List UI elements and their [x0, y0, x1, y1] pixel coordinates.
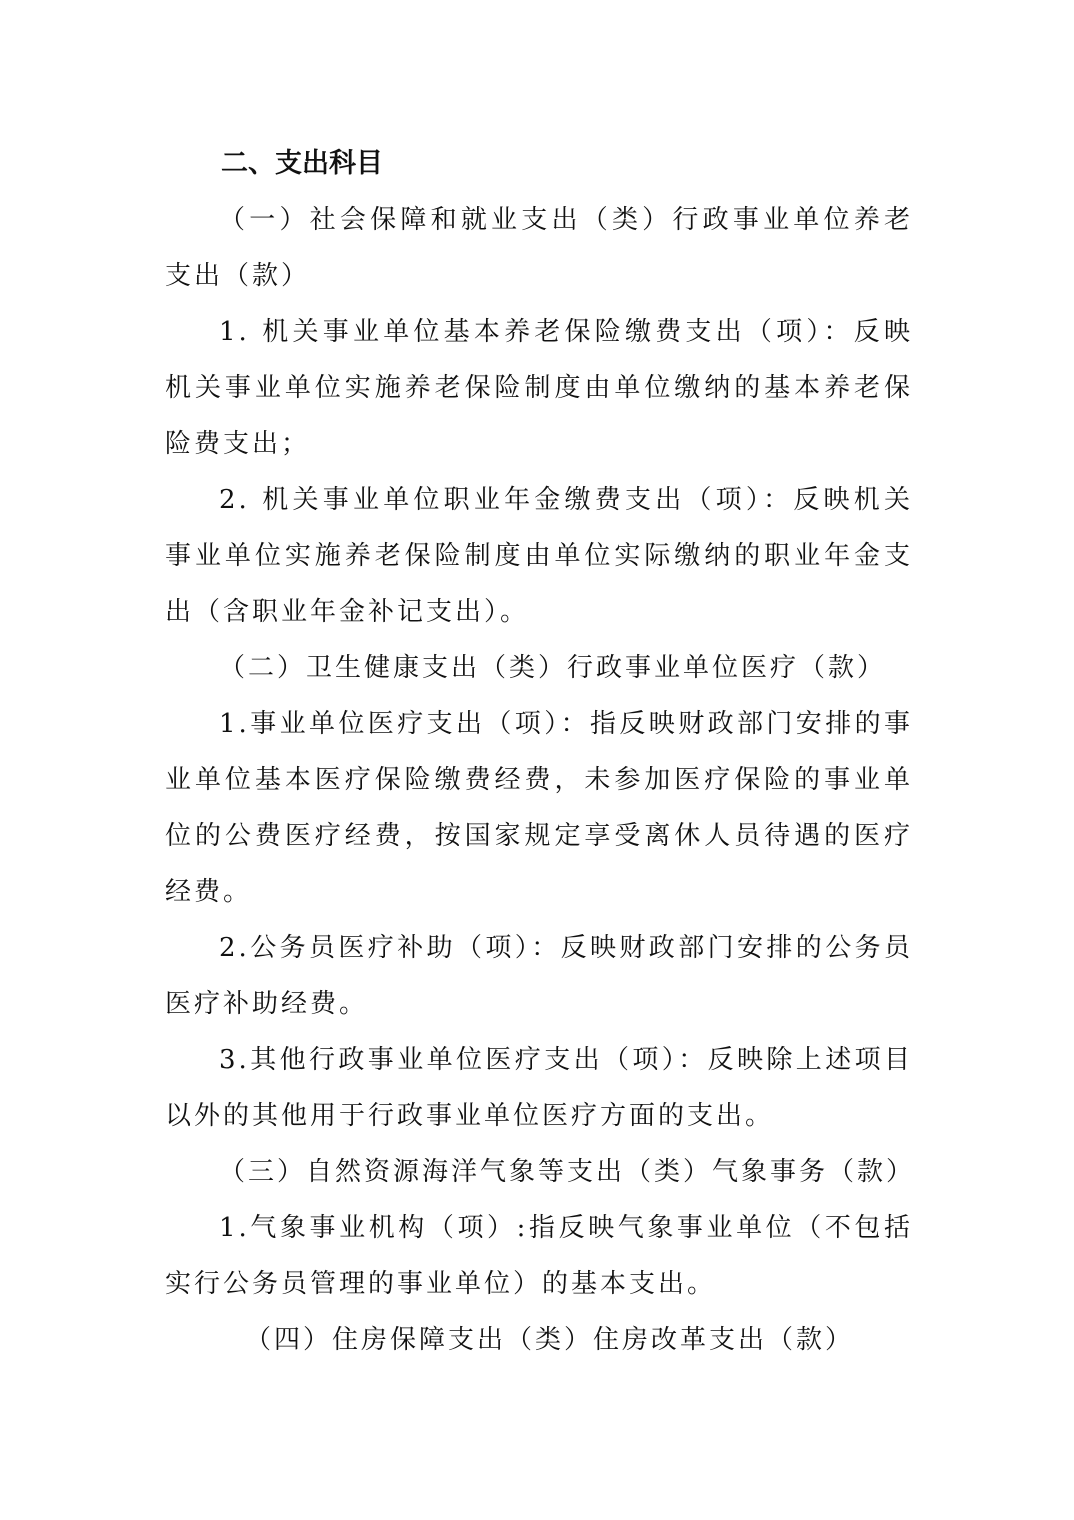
item-paragraph-3-1: 1.气象事业机构（项）:指反映气象事业单位（不包括实行公务员管理的事业单位）的基本支出。 — [165, 1213, 913, 1299]
section-heading: 二、支出科目 — [221, 148, 383, 179]
category-paragraph-2: （二）卫生健康支出（类）行政事业单位医疗（款） — [219, 653, 887, 683]
category-paragraph-1: （一）社会保障和就业支出（类）行政事业单位养老支出（款） — [165, 205, 913, 291]
item-paragraph-1-2: 2. 机关事业单位职业年金缴费支出（项）：反映机关事业单位实施养老保险制度由单位实际缴纳的职业年金支出（含职业年金补记支出）。 — [165, 485, 913, 627]
item-paragraph-2-3: 3.其他行政事业单位医疗支出（项）：反映除上述项目以外的其他用于行政事业单位医疗方面的支出。 — [165, 1045, 913, 1131]
item-paragraph-2-1: 1.事业单位医疗支出（项）：指反映财政部门安排的事业单位基本医疗保险缴费经费，未参加医疗保险的事业单位的公费医疗经费，按国家规定享受离休人员待遇的医疗经费。 — [165, 709, 913, 907]
item-paragraph-2-2: 2.公务员医疗补助（项）：反映财政部门安排的公务员医疗补助经费。 — [165, 933, 913, 1019]
category-paragraph-3: （三）自然资源海洋气象等支出（类）气象事务（款） — [219, 1157, 916, 1187]
item-paragraph-1-1: 1. 机关事业单位基本养老保险缴费支出（项）：反映机关事业单位实施养老保险制度由单位缴纳的基本养老保险费支出； — [165, 317, 913, 459]
document-body — [165, 136, 916, 1368]
category-paragraph-4: （四）住房保障支出（类）住房改革支出（款） — [245, 1325, 855, 1355]
